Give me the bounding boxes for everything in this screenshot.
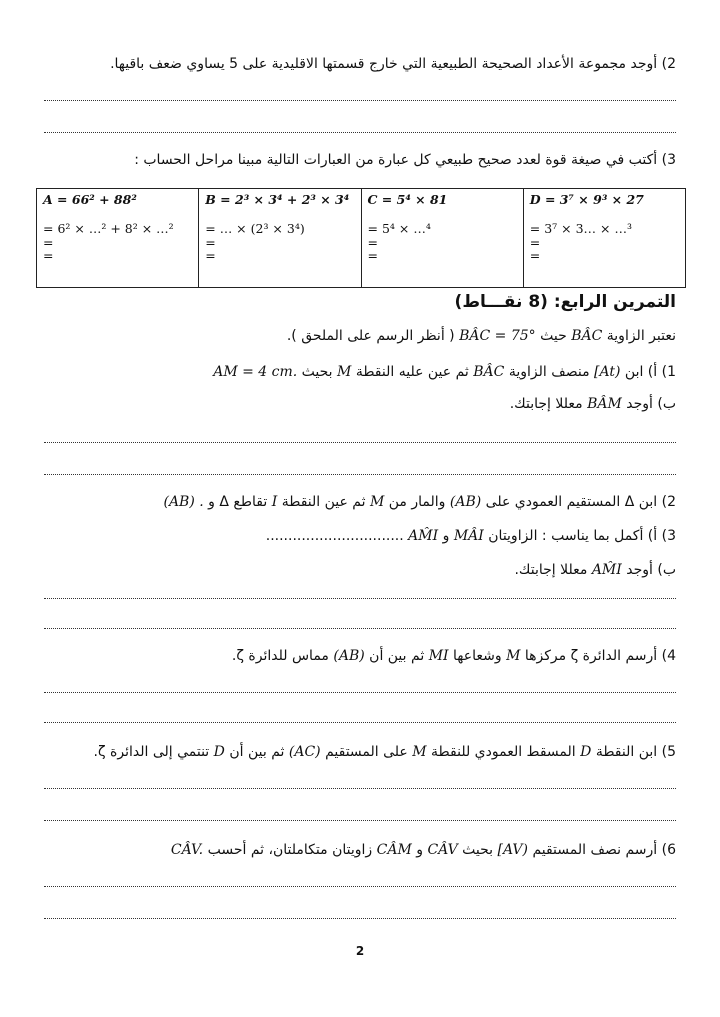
p3b-m1: AM̂I: [591, 562, 622, 578]
p1a-m2: BÂC: [473, 364, 505, 380]
answer-line[interactable]: [44, 598, 676, 599]
cell-a: [37, 189, 199, 288]
intro-post: ( أنظر الرسم على الملحق ).: [286, 328, 455, 344]
p5-t2: المسقط العمودي للنقطة: [431, 744, 576, 760]
p1b-t1: ب) أوجد: [626, 396, 676, 412]
exercise-4-title: التمرين الرابع: (8 نقـــاط): [454, 292, 676, 312]
answer-line[interactable]: [44, 722, 676, 723]
p5-m2: M: [412, 744, 427, 760]
answer-line[interactable]: [44, 474, 676, 475]
p5-t1: 5) ابن النقطة: [595, 744, 676, 760]
answer-line[interactable]: [44, 132, 676, 133]
p4-t1: 4) أرسم الدائرة ζ مركزها: [524, 648, 676, 664]
p4-t3: ثم بين أن: [369, 648, 425, 664]
cell-a-eq2: =: [43, 248, 54, 263]
p3a-t1: 3) أ) أكمل بما يناسب : الزاويتان: [488, 528, 676, 544]
answer-line[interactable]: [44, 692, 676, 693]
page-number: 2: [355, 944, 365, 958]
p2-m1: (AB): [449, 494, 482, 510]
part-3b: [514, 562, 676, 578]
part-6: [171, 842, 676, 858]
question-2-text: 2) أوجد مجموعة الأعداد الصحيحة الطبيعية التي خارج قسمتها الاقليدية على 5 يساوي ضعف باقيها.: [110, 56, 676, 72]
cell-b-eq1: =: [205, 235, 216, 250]
cell-b-head: B = 2³ × 3⁴ + 2³ × 3⁴: [205, 192, 350, 207]
cell-a-head: A = 66² + 88²: [43, 192, 137, 207]
answer-line[interactable]: [44, 886, 676, 887]
cell-a-row1: = 6² × …² + 8² × …²: [43, 221, 174, 236]
cell-b: [199, 189, 361, 288]
p5-m3: (AC): [288, 744, 321, 760]
cell-c: [361, 189, 523, 288]
answer-line[interactable]: [44, 100, 676, 101]
p6-m4: CÂV.: [170, 842, 204, 858]
p1b-m1: BÂM: [587, 396, 622, 412]
p1a-m1: [At): [594, 364, 621, 380]
cell-d-row1: = 3⁷ × 3… × …³: [529, 221, 632, 236]
cell-c-eq1: =: [367, 235, 378, 250]
cell-c-head: C = 5⁴ × 81: [367, 192, 448, 207]
cell-d-head: D = 3⁷ × 9³ × 27: [529, 192, 644, 207]
answer-line[interactable]: [44, 788, 676, 789]
p1a-t4: بحيث: [301, 364, 333, 380]
p6-m2: CÂV: [427, 842, 458, 858]
p1a-t2: منصف الزاوية: [508, 364, 590, 380]
p3b-t2: معللا إجابتك.: [514, 562, 588, 578]
part-1a: [213, 364, 676, 380]
part-1b: [510, 396, 676, 412]
p6-t1: 6) أرسم نصف المستقيم: [532, 842, 676, 858]
p4-m2: MI: [428, 648, 449, 664]
p5-t4: ثم بين أن: [229, 744, 285, 760]
p3a-fill-blank[interactable]: ...............................: [265, 528, 404, 544]
p5-m4: D: [213, 744, 225, 760]
powers-table: [36, 188, 686, 288]
intro-angle: BÂC: [571, 328, 603, 344]
p4-m3: (AB): [333, 648, 365, 664]
p5-t5: تنتمي إلى الدائرة ζ.: [93, 744, 210, 760]
intro-pre: نعتبر الزاوية: [606, 328, 676, 344]
p4-t2: وشعاعها: [453, 648, 502, 664]
p1b-t2: معللا إجابتك.: [509, 396, 583, 412]
answer-line[interactable]: [44, 820, 676, 821]
p5-t3: على المستقيم: [325, 744, 408, 760]
p3a-t2: و: [442, 528, 450, 544]
cell-b-row1: = … × (2³ × 3⁴): [205, 221, 305, 236]
intro-equation: BÂC = 75°: [459, 328, 536, 344]
cell-d-eq2: =: [529, 248, 541, 263]
part-4: [232, 648, 676, 664]
cell-c-eq2: =: [367, 248, 378, 263]
p6-t2: بحيث: [462, 842, 494, 858]
p2-m4: (AB) .: [163, 494, 204, 510]
p2-t4: تقاطع Δ و: [208, 494, 268, 510]
p1a-m4: AM = 4 cm.: [213, 364, 298, 380]
part-2: [163, 494, 676, 510]
p6-t3: و: [416, 842, 424, 858]
p2-t3: ثم عين النقطة: [281, 494, 366, 510]
p3a-m2: AM̂I: [408, 528, 439, 544]
p6-t4: زاويتان متكاملتان، ثم أحسب: [207, 842, 373, 858]
p3a-m1: MÂI: [453, 528, 484, 544]
exercise-intro: [287, 328, 676, 344]
cell-b-eq2: =: [205, 248, 216, 263]
intro-mid: حيث: [540, 328, 567, 344]
part-5: [93, 744, 676, 760]
cell-c-row1: = 5⁴ × …⁴: [367, 221, 431, 236]
p1a-m3: M: [337, 364, 352, 380]
p1a-t3: ثم عين عليه النقطة: [355, 364, 469, 380]
p6-m1: [AV): [497, 842, 528, 858]
p5-m1: D: [580, 744, 592, 760]
answer-line[interactable]: [44, 628, 676, 629]
cell-d-eq1: =: [529, 235, 541, 250]
p2-t1: 2) ابن Δ المستقيم العمودي على: [485, 494, 676, 510]
p2-m2: M: [369, 494, 385, 510]
p6-m3: CÂM: [376, 842, 412, 858]
p2-t2: والمار من: [388, 494, 446, 510]
part-3a: [266, 528, 676, 544]
p3b-t1: ب) أوجد: [626, 562, 676, 578]
question-3-text: 3) أكتب في صيغة قوة لعدد صحيح طبيعي كل عبارة من العبارات التالية مبينا مراحل الحساب :: [134, 152, 676, 168]
answer-line[interactable]: [44, 918, 676, 919]
answer-line[interactable]: [44, 442, 676, 443]
p4-m1: M: [506, 648, 521, 664]
cell-a-eq1: =: [43, 235, 54, 250]
cell-d: [523, 189, 685, 288]
p1a-t1: 1) أ) ابن: [624, 364, 676, 380]
p2-m3: I: [271, 494, 278, 510]
p4-t4: مماس للدائرة ζ.: [231, 648, 329, 664]
